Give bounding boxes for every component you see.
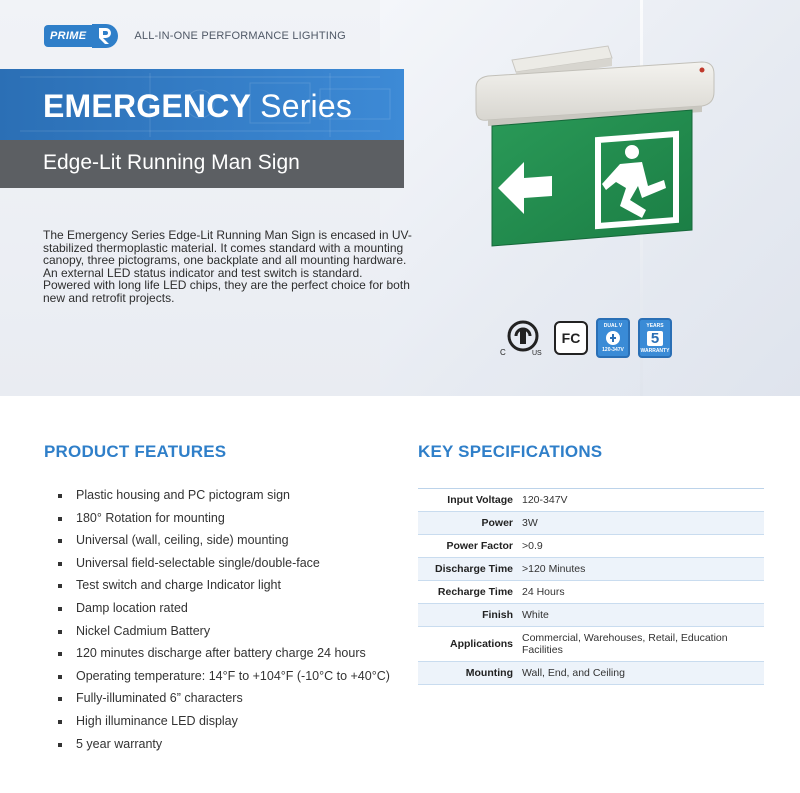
spec-value: >120 Minutes bbox=[522, 563, 586, 575]
warranty-badge bbox=[638, 318, 672, 358]
list-item: High illuminance LED display bbox=[58, 714, 398, 729]
table-row bbox=[418, 662, 764, 685]
table-row bbox=[418, 489, 764, 512]
table-row bbox=[418, 512, 764, 535]
spec-value: White bbox=[522, 609, 549, 621]
table-row bbox=[418, 581, 764, 604]
list-item: Operating temperature: 14°F to +104°F (-10°C to +40°C) bbox=[58, 669, 398, 684]
features-list bbox=[58, 488, 398, 759]
title-light: Series bbox=[260, 88, 353, 124]
page-title bbox=[43, 88, 352, 125]
list-item: 180° Rotation for mounting bbox=[58, 511, 398, 526]
table-row bbox=[418, 558, 764, 581]
dual-v-bottom-label: 120-347V bbox=[602, 347, 624, 353]
features-heading: PRODUCT FEATURES bbox=[44, 442, 227, 461]
list-item: Plastic housing and PC pictogram sign bbox=[58, 488, 398, 503]
hero-section bbox=[0, 0, 800, 396]
subtitle-band bbox=[0, 140, 404, 188]
list-item: 120 minutes discharge after battery charge 24 hours bbox=[58, 646, 398, 661]
brand-tagline: ALL-IN-ONE PERFORMANCE LIGHTING bbox=[134, 30, 346, 42]
table-row bbox=[418, 535, 764, 558]
spec-label: Discharge Time bbox=[434, 563, 513, 575]
plug-icon bbox=[606, 331, 620, 345]
title-band bbox=[0, 69, 404, 140]
intro-paragraph: The Emergency Series Edge-Lit Running Man Sign is encased in UV-stabilized thermoplastic material. It comes standard with a mounting canopy, three pictograms, one backplate and all mounting hardware. An external LED status indicator and test switch is standard. Powered with long life LED chips, they are the perfect choice for both new and retrofit projects. bbox=[43, 228, 412, 305]
dual-voltage-badge bbox=[596, 318, 630, 358]
spec-value: Commercial, Warehouses, Retail, Education Facilities bbox=[522, 632, 728, 656]
csa-c-label: C bbox=[500, 348, 506, 357]
spec-label: Applications bbox=[449, 638, 513, 650]
warranty-top-label: YEARS bbox=[646, 323, 664, 329]
fcc-label: FC bbox=[561, 330, 581, 346]
page-subtitle: Edge-Lit Running Man Sign bbox=[43, 151, 300, 174]
list-item: Damp location rated bbox=[58, 601, 398, 616]
csa-us-label: US bbox=[532, 350, 542, 357]
title-bold: EMERGENCY bbox=[43, 88, 252, 124]
exit-sign-image bbox=[470, 40, 720, 270]
spec-value: 3W bbox=[522, 517, 538, 529]
spec-label: Finish bbox=[482, 609, 513, 621]
list-item: Universal (wall, ceiling, side) mounting bbox=[58, 533, 398, 548]
csa-mark bbox=[500, 318, 546, 362]
spec-label: Power bbox=[481, 517, 513, 529]
warranty-number: 5 bbox=[647, 331, 663, 346]
brand-header bbox=[44, 24, 346, 48]
brand-r-icon bbox=[92, 24, 118, 48]
spec-label: Input Voltage bbox=[447, 494, 513, 506]
spec-label: Mounting bbox=[465, 667, 513, 679]
list-item: Universal field-selectable single/double-face bbox=[58, 556, 398, 571]
table-row bbox=[418, 604, 764, 627]
fcc-mark bbox=[554, 321, 588, 355]
list-item: Fully-illuminated 6” characters bbox=[58, 691, 398, 706]
spec-value: 120-347V bbox=[522, 494, 568, 506]
list-item: Test switch and charge Indicator light bbox=[58, 578, 398, 593]
specs-heading: KEY SPECIFICATIONS bbox=[418, 442, 603, 461]
warranty-bottom-label: WARRANTY bbox=[640, 348, 670, 354]
spec-value: >0.9 bbox=[522, 540, 543, 552]
spec-value: 24 Hours bbox=[522, 586, 565, 598]
dual-v-top-label: DUAL V bbox=[603, 323, 623, 329]
spec-label: Recharge Time bbox=[437, 586, 513, 598]
list-item: 5 year warranty bbox=[58, 737, 398, 752]
brand-logo-text: PRIME bbox=[44, 25, 92, 47]
list-item: Nickel Cadmium Battery bbox=[58, 624, 398, 639]
brand-logo bbox=[44, 24, 118, 48]
certifications bbox=[500, 318, 672, 362]
spec-label: Power Factor bbox=[446, 540, 513, 552]
spec-value: Wall, End, and Ceiling bbox=[522, 667, 625, 679]
table-row bbox=[418, 627, 764, 662]
specs-table bbox=[418, 488, 764, 685]
